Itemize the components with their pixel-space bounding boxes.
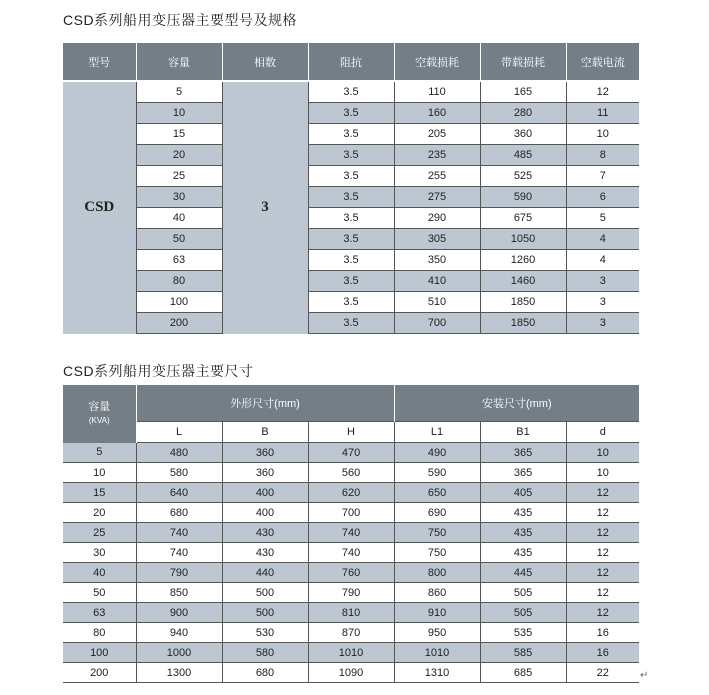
l-cell: 740 (136, 523, 222, 543)
header-outer-dimensions: 外形尺寸(mm) (136, 385, 394, 422)
d-cell: 12 (566, 583, 639, 603)
spec-row (63, 250, 639, 271)
b1-cell: 435 (480, 503, 566, 523)
b-cell: 400 (222, 503, 308, 523)
d-cell: 12 (566, 543, 639, 563)
subheader-d: d (566, 422, 639, 443)
l-cell: 480 (136, 443, 222, 463)
h-cell: 560 (308, 463, 394, 483)
l-cell: 1000 (136, 643, 222, 663)
subheader-h: H (308, 422, 394, 443)
dim-table-title: CSD系列船用变压器主要尺寸 (63, 363, 254, 379)
capacity-cell: 15 (136, 124, 222, 145)
header-capacity: 容量 (136, 43, 222, 81)
l1-cell: 650 (394, 483, 480, 503)
phase-cell: 3 (222, 81, 308, 334)
capacity-cell: 200 (63, 663, 136, 683)
spec-row (63, 81, 639, 103)
l1-cell: 860 (394, 583, 480, 603)
capacity-cell: 20 (136, 145, 222, 166)
load-loss-cell: 280 (480, 103, 566, 124)
load-loss-cell: 1850 (480, 313, 566, 334)
dim-row (63, 483, 639, 503)
h-cell: 810 (308, 603, 394, 623)
b1-cell: 365 (480, 463, 566, 483)
capacity-cell: 10 (136, 103, 222, 124)
l1-cell: 590 (394, 463, 480, 483)
load-loss-cell: 1050 (480, 229, 566, 250)
b1-cell: 505 (480, 583, 566, 603)
b1-cell: 505 (480, 603, 566, 623)
dim-row (63, 503, 639, 523)
capacity-cell: 15 (63, 483, 136, 503)
capacity-cell: 63 (63, 603, 136, 623)
b-cell: 430 (222, 523, 308, 543)
l-cell: 850 (136, 583, 222, 603)
impedance-cell: 3.5 (308, 187, 394, 208)
impedance-cell: 3.5 (308, 271, 394, 292)
header-model: 型号 (63, 43, 136, 81)
spec-row (63, 145, 639, 166)
subheader-b: B (222, 422, 308, 443)
dim-row (63, 543, 639, 563)
header-no-load-loss: 空载损耗 (394, 43, 480, 81)
b1-cell: 585 (480, 643, 566, 663)
b-cell: 360 (222, 463, 308, 483)
b-cell: 430 (222, 543, 308, 563)
b-cell: 500 (222, 583, 308, 603)
h-cell: 760 (308, 563, 394, 583)
spec-row (63, 271, 639, 292)
b-cell: 400 (222, 483, 308, 503)
l1-cell: 1010 (394, 643, 480, 663)
subheader-l: L (136, 422, 222, 443)
no-load-current-cell: 3 (566, 313, 639, 334)
return-mark-icon: ↵ (640, 670, 649, 681)
load-loss-cell: 360 (480, 124, 566, 145)
spec-row (63, 103, 639, 124)
header-no-load-current: 空载电流 (566, 43, 639, 81)
no-load-loss-cell: 275 (394, 187, 480, 208)
header-impedance: 阻抗 (308, 43, 394, 81)
impedance-cell: 3.5 (308, 250, 394, 271)
capacity-cell: 50 (63, 583, 136, 603)
capacity-cell: 30 (63, 543, 136, 563)
spec-row (63, 229, 639, 250)
d-cell: 16 (566, 643, 639, 663)
b-cell: 580 (222, 643, 308, 663)
capacity-cell: 25 (63, 523, 136, 543)
header-install-dimensions: 安装尺寸(mm) (394, 385, 639, 422)
h-cell: 1010 (308, 643, 394, 663)
spec-row (63, 208, 639, 229)
no-load-loss-cell: 255 (394, 166, 480, 187)
capacity-cell: 100 (63, 643, 136, 663)
spec-row (63, 313, 639, 334)
capacity-cell: 5 (63, 443, 136, 463)
l-cell: 680 (136, 503, 222, 523)
h-cell: 1090 (308, 663, 394, 683)
load-loss-cell: 1850 (480, 292, 566, 313)
d-cell: 12 (566, 483, 639, 503)
b1-cell: 435 (480, 523, 566, 543)
no-load-current-cell: 5 (566, 208, 639, 229)
d-cell: 12 (566, 563, 639, 583)
no-load-loss-cell: 290 (394, 208, 480, 229)
dim-row (63, 643, 639, 663)
capacity-cell: 5 (136, 81, 222, 103)
b-cell: 440 (222, 563, 308, 583)
no-load-loss-cell: 700 (394, 313, 480, 334)
subheader-l1: L1 (394, 422, 480, 443)
dim-row (63, 603, 639, 623)
h-cell: 740 (308, 543, 394, 563)
capacity-cell: 40 (136, 208, 222, 229)
b-cell: 500 (222, 603, 308, 623)
l1-cell: 950 (394, 623, 480, 643)
impedance-cell: 3.5 (308, 166, 394, 187)
spec-table (63, 43, 639, 334)
d-cell: 12 (566, 523, 639, 543)
b1-cell: 535 (480, 623, 566, 643)
d-cell: 10 (566, 463, 639, 483)
impedance-cell: 3.5 (308, 124, 394, 145)
no-load-loss-cell: 350 (394, 250, 480, 271)
no-load-loss-cell: 410 (394, 271, 480, 292)
no-load-current-cell: 12 (566, 81, 639, 103)
no-load-loss-cell: 110 (394, 81, 480, 103)
impedance-cell: 3.5 (308, 292, 394, 313)
l-cell: 640 (136, 483, 222, 503)
model-cell: CSD (63, 81, 136, 334)
spec-row (63, 124, 639, 145)
capacity-cell: 100 (136, 292, 222, 313)
l1-cell: 800 (394, 563, 480, 583)
no-load-current-cell: 6 (566, 187, 639, 208)
capacity-cell: 50 (136, 229, 222, 250)
header-capacity-kva (63, 385, 136, 443)
b1-cell: 435 (480, 543, 566, 563)
l1-cell: 750 (394, 523, 480, 543)
dim-row (63, 663, 639, 683)
impedance-cell: 3.5 (308, 229, 394, 250)
no-load-current-cell: 8 (566, 145, 639, 166)
spec-header-row (63, 43, 639, 81)
no-load-current-cell: 3 (566, 271, 639, 292)
dim-row (63, 523, 639, 543)
dim-row (63, 463, 639, 483)
b-cell: 530 (222, 623, 308, 643)
impedance-cell: 3.5 (308, 208, 394, 229)
h-cell: 700 (308, 503, 394, 523)
l-cell: 580 (136, 463, 222, 483)
impedance-cell: 3.5 (308, 103, 394, 124)
load-loss-cell: 590 (480, 187, 566, 208)
l-cell: 740 (136, 543, 222, 563)
dim-row (63, 623, 639, 643)
no-load-loss-cell: 305 (394, 229, 480, 250)
h-cell: 790 (308, 583, 394, 603)
d-cell: 16 (566, 623, 639, 643)
capacity-cell: 63 (136, 250, 222, 271)
l1-cell: 750 (394, 543, 480, 563)
no-load-current-cell: 10 (566, 124, 639, 145)
capacity-cell: 40 (63, 563, 136, 583)
load-loss-cell: 165 (480, 81, 566, 103)
dim-header-row (63, 385, 639, 422)
l1-cell: 490 (394, 443, 480, 463)
dim-table (63, 385, 639, 683)
no-load-current-cell: 3 (566, 292, 639, 313)
no-load-current-cell: 7 (566, 166, 639, 187)
h-cell: 620 (308, 483, 394, 503)
spec-row (63, 166, 639, 187)
l1-cell: 910 (394, 603, 480, 623)
load-loss-cell: 525 (480, 166, 566, 187)
load-loss-cell: 675 (480, 208, 566, 229)
subheader-b1: B1 (480, 422, 566, 443)
b1-cell: 405 (480, 483, 566, 503)
b1-cell: 445 (480, 563, 566, 583)
spec-table-title: CSD系列船用变压器主要型号及规格 (63, 12, 298, 28)
spec-row (63, 292, 639, 313)
impedance-cell: 3.5 (308, 313, 394, 334)
l-cell: 940 (136, 623, 222, 643)
no-load-loss-cell: 510 (394, 292, 480, 313)
d-cell: 12 (566, 503, 639, 523)
dim-row (63, 443, 639, 463)
capacity-cell: 25 (136, 166, 222, 187)
no-load-current-cell: 4 (566, 250, 639, 271)
l-cell: 900 (136, 603, 222, 623)
h-cell: 870 (308, 623, 394, 643)
capacity-cell: 80 (136, 271, 222, 292)
load-loss-cell: 1460 (480, 271, 566, 292)
d-cell: 12 (566, 603, 639, 623)
load-loss-cell: 485 (480, 145, 566, 166)
h-cell: 740 (308, 523, 394, 543)
l1-cell: 690 (394, 503, 480, 523)
header-phase: 相数 (222, 43, 308, 81)
capacity-label: 容量 (88, 400, 111, 413)
b-cell: 680 (222, 663, 308, 683)
impedance-cell: 3.5 (308, 81, 394, 103)
capacity-cell: 20 (63, 503, 136, 523)
no-load-loss-cell: 205 (394, 124, 480, 145)
dim-subheader-row (63, 422, 639, 443)
capacity-cell: 10 (63, 463, 136, 483)
dim-row (63, 583, 639, 603)
impedance-cell: 3.5 (308, 145, 394, 166)
capacity-cell: 200 (136, 313, 222, 334)
b1-cell: 685 (480, 663, 566, 683)
l-cell: 1300 (136, 663, 222, 683)
d-cell: 10 (566, 443, 639, 463)
h-cell: 470 (308, 443, 394, 463)
capacity-cell: 30 (136, 187, 222, 208)
l1-cell: 1310 (394, 663, 480, 683)
b1-cell: 365 (480, 443, 566, 463)
no-load-current-cell: 11 (566, 103, 639, 124)
l-cell: 790 (136, 563, 222, 583)
capacity-cell: 80 (63, 623, 136, 643)
spec-row (63, 187, 639, 208)
load-loss-cell: 1260 (480, 250, 566, 271)
no-load-loss-cell: 160 (394, 103, 480, 124)
header-load-loss: 带载损耗 (480, 43, 566, 81)
d-cell: 22 (566, 663, 639, 683)
no-load-current-cell: 4 (566, 229, 639, 250)
b-cell: 360 (222, 443, 308, 463)
capacity-unit: (KVA) (88, 415, 110, 425)
no-load-loss-cell: 235 (394, 145, 480, 166)
dim-row (63, 563, 639, 583)
